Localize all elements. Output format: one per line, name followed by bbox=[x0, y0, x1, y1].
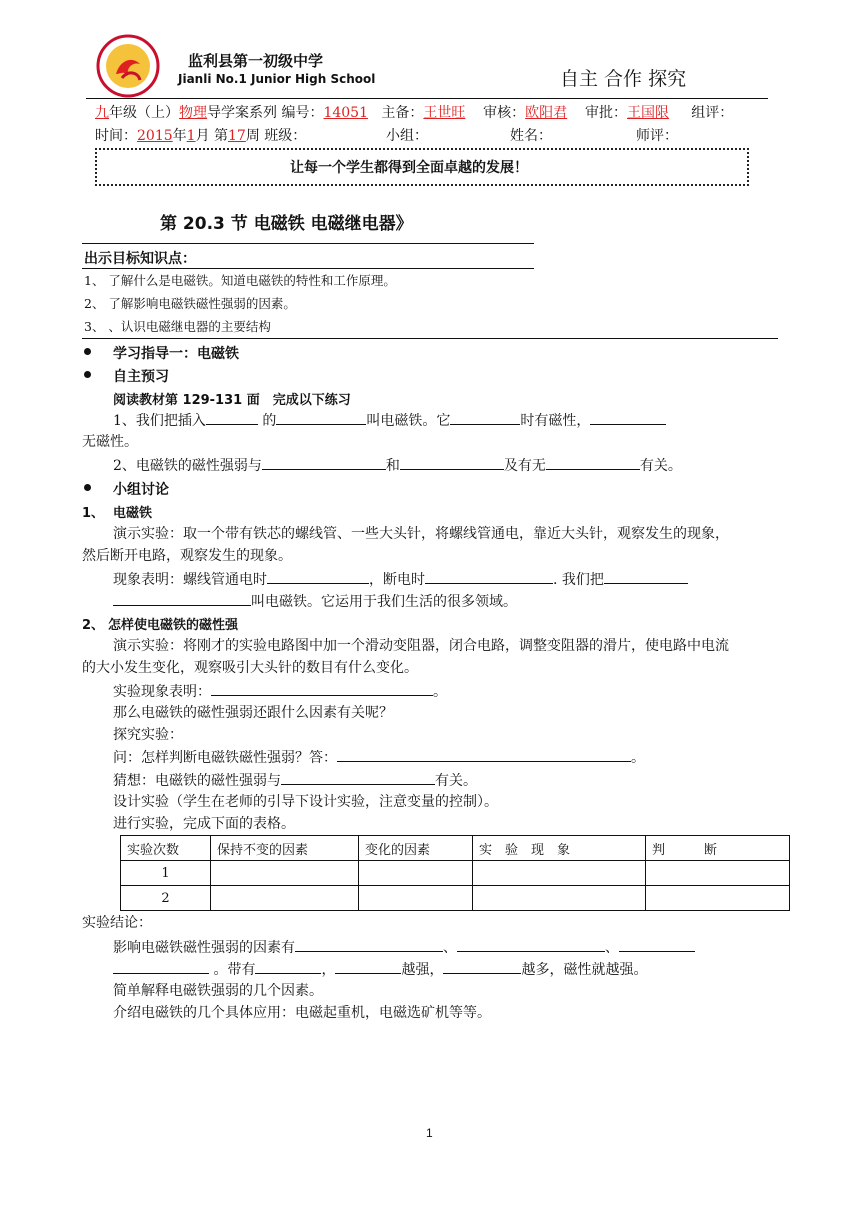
blank-field[interactable] bbox=[262, 455, 386, 470]
factors-text-f: 越强， bbox=[401, 962, 444, 978]
experiment-shows bbox=[113, 681, 447, 702]
guess-end: 有关。 bbox=[435, 773, 477, 789]
phen-text-c: . 我们把 bbox=[553, 572, 604, 588]
blank-field[interactable] bbox=[113, 591, 251, 606]
teacher-review-label: 师评： bbox=[636, 128, 678, 144]
objective-item: 1、 了解什么是电磁铁。知道电磁铁的特性和工作原理。 bbox=[84, 273, 396, 288]
blank-field[interactable] bbox=[400, 455, 504, 470]
phen-text-d: 叫电磁铁。它运用于我们生活的很多领域。 bbox=[251, 594, 517, 610]
factors-text-g: 越多，磁性就越强。 bbox=[521, 962, 648, 978]
explore-label: 探究实验： bbox=[113, 727, 183, 743]
factors-line-2 bbox=[113, 959, 647, 980]
table-cell: 2 bbox=[121, 886, 211, 911]
q1-text-a: 1、我们把插入 bbox=[113, 413, 206, 429]
blank-field[interactable] bbox=[546, 455, 640, 470]
doc-code: 14051 bbox=[323, 105, 368, 121]
q2-text-a: 2、电磁铁的磁性强弱与 bbox=[113, 458, 262, 474]
blank-field[interactable] bbox=[211, 681, 433, 696]
table-header-row bbox=[121, 836, 790, 861]
table-header: 实验次数 bbox=[121, 836, 211, 861]
bullet bbox=[84, 484, 91, 491]
objective-item: 3、 、认识电磁继电器的主要结构 bbox=[84, 319, 271, 334]
experiment-table bbox=[120, 835, 790, 911]
factors-text-e: ， bbox=[321, 962, 336, 978]
reviewer: 欧阳君 bbox=[525, 105, 568, 121]
week-suffix: 周 班级： bbox=[245, 128, 307, 144]
blank-field[interactable] bbox=[335, 959, 401, 974]
blank-field[interactable] bbox=[113, 959, 209, 974]
name-label: 姓名： bbox=[510, 128, 552, 144]
exp-show-end: 。 bbox=[433, 684, 447, 700]
blank-field[interactable] bbox=[255, 959, 321, 974]
group-review-label: 组评： bbox=[691, 105, 734, 121]
blank-field[interactable] bbox=[337, 747, 631, 762]
discussion-heading: 小组讨论 bbox=[113, 482, 169, 498]
table-cell: 1 bbox=[121, 861, 211, 886]
main-author: 王世旺 bbox=[423, 105, 466, 121]
approver: 王国限 bbox=[626, 105, 669, 121]
objective-item: 2、 了解影响电磁铁磁性强弱的因素。 bbox=[84, 296, 296, 311]
table-cell[interactable] bbox=[359, 861, 473, 886]
ask-text: 问：怎样判断电磁铁磁性强弱？答： bbox=[113, 750, 337, 766]
blank-field[interactable] bbox=[450, 410, 520, 425]
objectives-top-rule bbox=[82, 243, 534, 244]
demo-2-line-2: 的大小发生变化，观察吸引大头针的数目有什么变化。 bbox=[82, 660, 418, 676]
month: 1 bbox=[186, 128, 196, 144]
table-row bbox=[121, 861, 790, 886]
question-2 bbox=[113, 455, 682, 476]
table-header: 保持不变的因素 bbox=[211, 836, 359, 861]
blank-field[interactable] bbox=[276, 410, 366, 425]
section-1-title: 电磁铁 bbox=[113, 506, 153, 521]
blank-field[interactable] bbox=[295, 937, 443, 952]
factors-text-d: 。带有 bbox=[213, 962, 256, 978]
month-suffix: 月 第 bbox=[195, 128, 229, 144]
table-cell[interactable] bbox=[359, 886, 473, 911]
table-cell[interactable] bbox=[646, 861, 790, 886]
objectives-heading: 出示目标知识点： bbox=[84, 251, 196, 267]
table-row bbox=[121, 886, 790, 911]
blank-field[interactable] bbox=[425, 569, 553, 584]
blank-field[interactable] bbox=[443, 959, 521, 974]
question-1 bbox=[113, 410, 666, 431]
factors-line-1 bbox=[113, 937, 695, 958]
section-2-title: 怎样使电磁铁的磁性强 bbox=[108, 618, 239, 633]
blank-field[interactable] bbox=[619, 937, 695, 952]
explain-line: 简单解释电磁铁强弱的几个因素。 bbox=[113, 983, 323, 999]
preview-heading: 自主预习 bbox=[113, 369, 169, 385]
time-label: 时间： bbox=[95, 128, 137, 144]
guide1-heading: 学习指导一：电磁铁 bbox=[113, 346, 239, 362]
reading-instruction: 阅读教材第 129-131 面 完成以下练习 bbox=[113, 393, 351, 408]
demo-1-line-1: 演示实验：取一个带有铁芯的螺线管、一些大头针，将螺线管通电，靠近大头针，观察发生的现象， bbox=[113, 526, 729, 542]
grade-rest: 年级（上） bbox=[109, 105, 179, 121]
phenomenon-continued bbox=[113, 591, 517, 612]
factors-text-b: 、 bbox=[443, 940, 457, 956]
q1-text-b: 的 bbox=[262, 413, 277, 429]
other-factors-question: 那么电磁铁的磁性强弱还跟什么因素有关呢？ bbox=[113, 705, 393, 721]
phen-text-a: 现象表明：螺线管通电时 bbox=[113, 572, 267, 588]
demo-1-line-2: 然后断开电路，观察发生的现象。 bbox=[82, 548, 292, 564]
do-experiment-line: 进行实验，完成下面的表格。 bbox=[113, 816, 295, 832]
table-header: 判 断 bbox=[646, 836, 790, 861]
q2-text-d: 有关。 bbox=[639, 458, 682, 474]
series-label: 导学案系列 编号： bbox=[207, 105, 324, 121]
team-label: 小组： bbox=[386, 128, 428, 144]
year-suffix: 年 bbox=[172, 128, 187, 144]
subject: 物理 bbox=[179, 105, 207, 121]
q1-text-c: 叫电磁铁。它 bbox=[366, 413, 451, 429]
school-logo bbox=[96, 34, 160, 98]
week: 17 bbox=[228, 128, 246, 144]
school-name-cn: 监利县第一初级中学 bbox=[188, 52, 324, 70]
ask-end: 。 bbox=[631, 750, 645, 766]
blank-field[interactable] bbox=[604, 569, 688, 584]
ask-line bbox=[113, 747, 645, 768]
conclusion-label: 实验结论： bbox=[82, 915, 152, 931]
q2-text-c: 及有无 bbox=[503, 458, 546, 474]
header-rule bbox=[86, 98, 768, 99]
design-line: 设计实验（学生在老师的引导下设计实验，注意变量的控制）。 bbox=[113, 794, 498, 810]
table-header: 实 验 现 象 bbox=[473, 836, 646, 861]
q1-continued: 无磁性。 bbox=[82, 434, 138, 450]
objectives-end-rule bbox=[82, 338, 778, 339]
year: 2015 bbox=[137, 128, 173, 144]
section-1-number: 1、 bbox=[82, 506, 105, 521]
objectives-bottom-rule bbox=[82, 268, 534, 269]
blank-field[interactable] bbox=[206, 410, 258, 425]
blank-field[interactable] bbox=[267, 569, 369, 584]
main-label: 主备： bbox=[381, 105, 424, 121]
demo-2-line-1: 演示实验：将刚才的实验电路图中加一个滑动变阻器，闭合电路，调整变阻器的滑片，使电路中电流 bbox=[113, 638, 729, 654]
table-cell[interactable] bbox=[646, 886, 790, 911]
section-2-number: 2、 bbox=[82, 618, 105, 633]
phen-text-b: ，断电时 bbox=[369, 572, 425, 588]
motto: 自主 合作 探究 bbox=[560, 68, 687, 90]
blank-field[interactable] bbox=[457, 937, 605, 952]
factors-text-a: 影响电磁铁磁性强弱的因素有 bbox=[113, 940, 295, 956]
table-cell[interactable] bbox=[211, 861, 359, 886]
grade: 九 bbox=[95, 105, 109, 121]
bullet bbox=[84, 348, 91, 355]
approve-label: 审批： bbox=[584, 105, 627, 121]
info-line-1 bbox=[95, 103, 733, 123]
table-cell[interactable] bbox=[211, 886, 359, 911]
q1-text-d: 时有磁性， bbox=[520, 413, 591, 429]
q2-text-b: 和 bbox=[385, 458, 400, 474]
exp-show-label: 实验现象表明： bbox=[113, 684, 211, 700]
guess-line bbox=[113, 770, 477, 791]
school-name-en: Jianli No.1 Junior High School bbox=[178, 72, 376, 86]
factors-text-c: 、 bbox=[605, 940, 619, 956]
table-cell[interactable] bbox=[473, 861, 646, 886]
table-header: 变化的因素 bbox=[359, 836, 473, 861]
page-number: 1 bbox=[426, 1126, 433, 1140]
guess-text: 猜想：电磁铁的磁性强弱与 bbox=[113, 773, 281, 789]
blank-field[interactable] bbox=[590, 410, 666, 425]
info-line-2 bbox=[95, 126, 306, 146]
bullet bbox=[84, 371, 91, 378]
page-title: 第 20.3 节 电磁铁 电磁继电器》 bbox=[160, 214, 413, 234]
applications-line: 介绍电磁铁的几个具体应用：电磁起重机，电磁选矿机等等。 bbox=[113, 1005, 491, 1021]
review-label: 审核： bbox=[483, 105, 526, 121]
blank-field[interactable] bbox=[281, 770, 435, 785]
slogan: 让每一个学生都得到全面卓越的发展！ bbox=[290, 160, 528, 176]
phenomenon bbox=[113, 569, 688, 590]
table-cell[interactable] bbox=[473, 886, 646, 911]
